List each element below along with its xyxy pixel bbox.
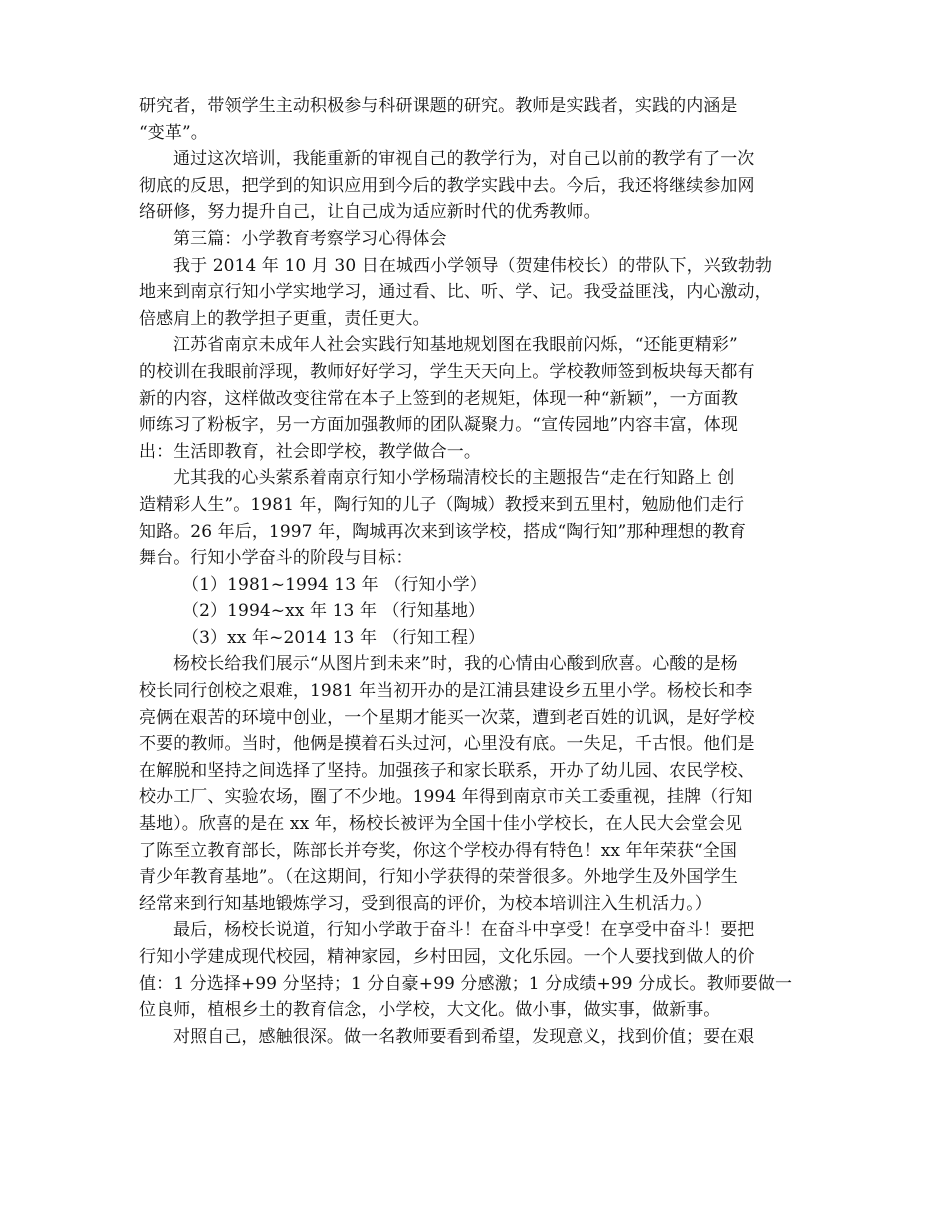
text-line: 知路。26 年后，1997 年，陶城再次来到该学校，搭成“陶行知”那种理想的教育: [139, 521, 747, 542]
text-line: 校长同行创校之艰难，1981 年当初开办的是江浦县建设乡五里小学。杨校长和李: [139, 681, 753, 702]
text-line: 基地）。欣喜的是在 xx 年，杨校长被评为全国十佳小学校长，在人民大会堂会见: [139, 814, 743, 835]
text-line: 青少年教育基地”。（在这期间，行知小学获得的荣誉很多。外地学生及外国学生: [139, 867, 738, 888]
text-line: 最后，杨校长说道，行知小学敢于奋斗！在奋斗中享受！在享受中奋斗！要把: [173, 920, 755, 941]
text-line: 彻底的反思，把学到的知识应用到今后的教学实践中去。今后，我还将继续参加网: [139, 175, 755, 196]
text-line: 行知小学建成现代校园，精神家园，乡村田园，文化乐园。一个人要找到做人的价: [139, 947, 755, 967]
text-line: 的校训在我眼前浮现，教师好好学习，学生天天向上。学校教师签到板块每天都有: [139, 361, 755, 382]
list-item: （1）1981~1994 13 年 （行知小学）: [182, 574, 487, 595]
text-line: 对照自己，感触很深。做一名教师要看到希望，发现意义，找到价值；要在艰: [173, 1026, 755, 1047]
list-item: （2）1994~xx 年 13 年 （行知基地）: [182, 601, 486, 622]
text-line: 络研修，努力提升自己，让自己成为适应新时代的优秀教师。: [139, 202, 601, 223]
text-line: 出：生活即教育，社会即学校，教学做合一。: [139, 441, 481, 462]
text-line: 值：1 分选择+99 分坚持；1 分自豪+99 分感激；1 分成绩+99 分成长。教师要做一: [139, 973, 793, 994]
text-line: 地来到南京行知小学实地学习，通过看、比、听、学、记。我受益匪浅，内心激动，: [139, 282, 772, 303]
text-line: 第三篇：小学教育考察学习心得体会: [173, 228, 447, 249]
text-line: 倍感肩上的教学担子更重，责任更大。: [139, 308, 430, 329]
text-line: 校办工厂、实验农场，圈了不少地。1994 年得到南京市关工委重视，挂牌（行知: [139, 787, 753, 808]
text-line: 师练习了粉板字，另一方面加强教师的团队凝聚力。“宣传园地”内容丰富，体现: [139, 415, 738, 436]
text-line: 位良师，植根乡土的教育信念，小学校，大文化。做小事，做实事，做新事。: [139, 1000, 721, 1021]
text-line: 经常来到行知基地锻炼学习，受到很高的评价，为校本培训注入生机活力。）: [139, 893, 712, 914]
text-line: 不要的教师。当时，他俩是摸着石头过河，心里没有底。一失足，千古恨。他们是: [139, 734, 755, 755]
text-line: 我于 2014 年 10 月 30 日在城西小学领导（贺建伟校长）的带队下，兴致勃勃: [173, 255, 773, 276]
text-line: 造精彩人生”。1981 年，陶行知的儿子（陶城）教授来到五里村，勉励他们走行: [139, 494, 745, 515]
list-item: （3）xx 年~2014 13 年 （行知工程）: [182, 627, 486, 648]
text-line: 了陈至立教育部长，陈部长并夸奖，你这个学校办得有特色！xx 年年荣获“全国: [139, 840, 737, 861]
text-line: 杨校长给我们展示“从图片到未来”时，我的心情由心酸到欣喜。心酸的是杨: [173, 654, 738, 675]
text-line: 亮俩在艰苦的环境中创业，一个星期才能买一次菜，遭到老百姓的讥讽，是好学校: [139, 707, 755, 728]
text-line: 新的内容，这样做改变往常在本子上签到的老规矩，体现一种“新颖”，一方面教: [139, 388, 738, 409]
text-line: 尤其我的心头萦系着南京行知小学杨瑞清校长的主题报告“走在行知路上 创: [173, 468, 735, 489]
text-line: 研究者，带领学生主动积极参与科研课题的研究。教师是实践者，实践的内涵是: [139, 96, 738, 116]
text-line: 通过这次培训，我能重新的审视自己的教学行为，对自己以前的教学有了一次: [173, 149, 755, 170]
text-line: 舞台。行知小学奋斗的阶段与目标：: [139, 548, 413, 569]
text-line: 在解脱和坚持之间选择了坚持。加强孩子和家长联系，开办了幼儿园、农民学校、: [139, 760, 755, 781]
document-body: [139, 93, 819, 1050]
text-line: 江苏省南京未成年人社会实践行知基地规划图在我眼前闪烁，“还能更精彩”: [173, 335, 738, 356]
text-line: “变革”。: [139, 122, 208, 143]
